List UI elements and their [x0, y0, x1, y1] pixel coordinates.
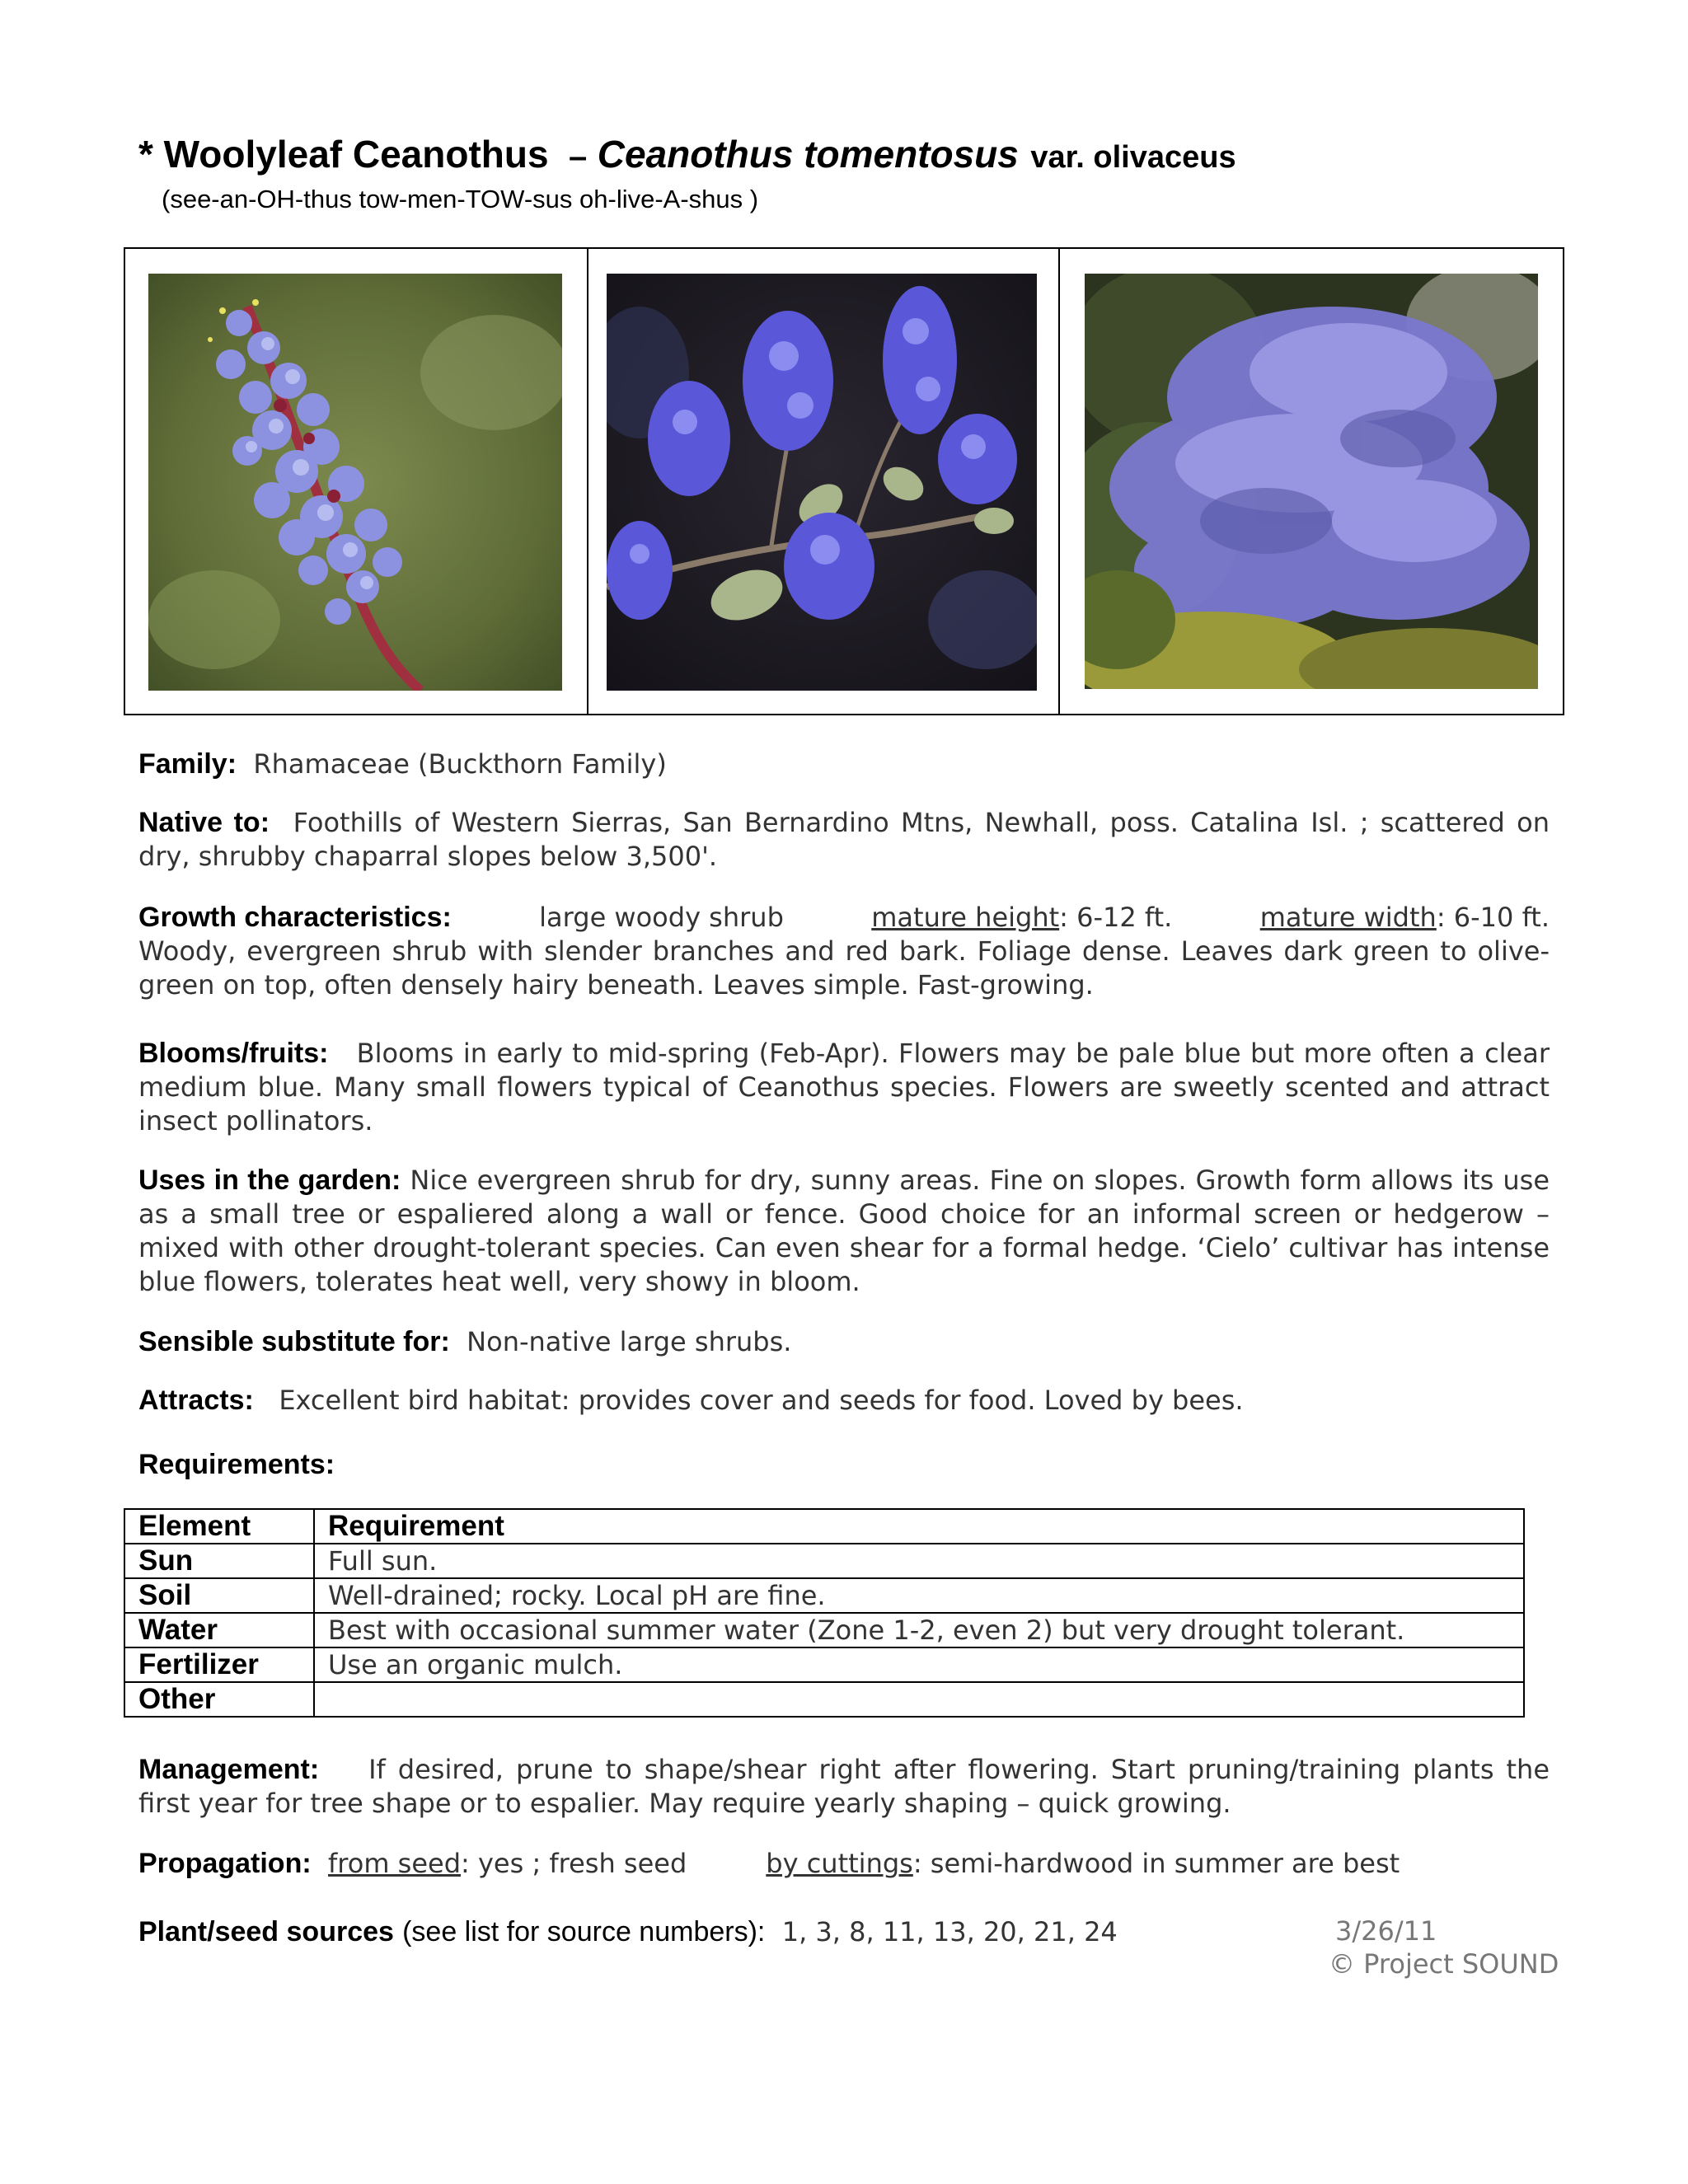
mature-width-value: : 6-10 ft. — [1436, 902, 1550, 933]
from-seed-value: : yes ; fresh seed — [461, 1848, 687, 1879]
photo-divider — [587, 249, 588, 714]
family-label: Family: — [138, 748, 237, 780]
attracts-section — [138, 1384, 1550, 1418]
family-text: Rhamaceae (Buckthorn Family) — [253, 748, 667, 780]
substitute-label: Sensible substitute for: — [138, 1326, 450, 1357]
requirements-table — [124, 1508, 1525, 1718]
growth-form: large woody shrub — [539, 902, 784, 933]
row-element: Fertilizer — [124, 1647, 314, 1682]
growth-label: Growth characteristics: — [138, 902, 452, 933]
requirements-heading — [138, 1448, 1550, 1482]
row-requirement — [314, 1682, 1524, 1717]
row-requirement: Well-drained; rocky. Local pH are fine. — [314, 1578, 1524, 1613]
table-header-row — [124, 1509, 1524, 1544]
substitute-text: Non-native large shrubs. — [467, 1326, 792, 1357]
uses-section — [138, 1164, 1550, 1299]
title-dash: – — [569, 138, 588, 175]
mature-height-value: : 6-12 ft. — [1059, 902, 1173, 933]
by-cuttings-label: by cuttings — [766, 1848, 913, 1879]
propagation-label: Propagation: — [138, 1848, 312, 1879]
shrub-in-bloom-photo — [1085, 274, 1538, 689]
requirement-column-header: Requirement — [314, 1509, 1524, 1544]
native-label: Native to: — [138, 807, 270, 838]
row-element: Sun — [124, 1544, 314, 1578]
table-row — [124, 1544, 1524, 1578]
attracts-text: Excellent bird habitat: provides cover and seeds for food. Loved by bees. — [279, 1385, 1244, 1416]
attracts-label: Attracts: — [138, 1385, 254, 1416]
row-element: Water — [124, 1613, 314, 1647]
family-section — [138, 748, 1550, 781]
from-seed-label: from seed — [328, 1848, 462, 1879]
flower-clusters-branch-photo — [607, 274, 1037, 691]
latin-name: Ceanothus tomentosus — [597, 133, 1019, 176]
native-section — [138, 806, 1550, 874]
growth-section — [138, 901, 1550, 1002]
management-label: Management: — [138, 1754, 320, 1785]
blooms-section — [138, 1037, 1550, 1138]
uses-text: Nice evergreen shrub for dry, sunny areas. Fine on slopes. Growth form allows its use as a small tree or espaliered along a wall or fence. Good choice for an informal screen or hedgerow – mixed with other drought-tolerant species. Can even shear for a formal hedge. ‘Cielo’ cultivar has intense blue flowers, tolerates heat well, very showy in bloom. — [138, 1165, 1550, 1297]
management-text: If desired, prune to shape/shear right after flowering. Start pruning/training plants the first year for tree shape or to espalier. May require yearly shaping – quick growing. — [138, 1754, 1550, 1819]
mature-width-label: mature width — [1259, 902, 1437, 933]
table-row — [124, 1682, 1524, 1717]
blooms-label: Blooms/fruits: — [138, 1038, 329, 1069]
copyright-notice: © Project SOUND — [1329, 1948, 1559, 1980]
page-title — [138, 132, 1236, 176]
photo-table — [124, 247, 1564, 715]
propagation-section — [138, 1847, 1550, 1881]
variety-name: var. olivaceus — [1030, 140, 1236, 175]
photo-divider — [1058, 249, 1060, 714]
row-element: Other — [124, 1682, 314, 1717]
substitute-section — [138, 1325, 1550, 1359]
table-row — [124, 1647, 1524, 1682]
common-name: * Woolyleaf Ceanothus — [138, 133, 549, 176]
element-column-header: Element — [124, 1509, 314, 1544]
growth-text: Woody, evergreen shrub with slender branches and red bark. Foliage dense. Leaves dark green to olive-green on top, often densely hairy beneath. Leaves simple. Fast-growing. — [138, 935, 1550, 1001]
table-row — [124, 1578, 1524, 1613]
row-requirement: Use an organic mulch. — [314, 1647, 1524, 1682]
sources-note: (see list for source numbers): — [402, 1916, 766, 1947]
revision-date: 3/26/11 — [1335, 1915, 1437, 1947]
by-cuttings-value: : semi-hardwood in summer are best — [912, 1848, 1400, 1879]
requirements-label: Requirements: — [138, 1449, 335, 1480]
row-requirement: Full sun. — [314, 1544, 1524, 1578]
sources-numbers: 1, 3, 8, 11, 13, 20, 21, 24 — [781, 1916, 1118, 1947]
uses-label: Uses in the garden: — [138, 1165, 401, 1196]
mature-height-label: mature height — [871, 902, 1060, 933]
row-element: Soil — [124, 1578, 314, 1613]
table-row — [124, 1613, 1524, 1647]
sources-label: Plant/seed sources — [138, 1916, 394, 1947]
pronunciation: (see-an-OH-thus tow-men-TOW-sus oh-live-A-shus ) — [162, 185, 759, 213]
flower-spike-closeup-photo — [148, 274, 562, 691]
native-text: Foothills of Western Sierras, San Bernardino Mtns, Newhall, poss. Catalina Isl. ; scattered on dry, shrubby chaparral slopes below 3,500'. — [138, 807, 1550, 872]
blooms-text: Blooms in early to mid-spring (Feb-Apr). Flowers may be pale blue but more often a clear medium blue. Many small flowers typical of Ceanothus species. Flowers are sweetly scented and attract insect pollinators. — [138, 1038, 1550, 1137]
management-section — [138, 1753, 1550, 1821]
row-requirement: Best with occasional summer water (Zone 1-2, even 2) but very drought tolerant. — [314, 1613, 1524, 1647]
